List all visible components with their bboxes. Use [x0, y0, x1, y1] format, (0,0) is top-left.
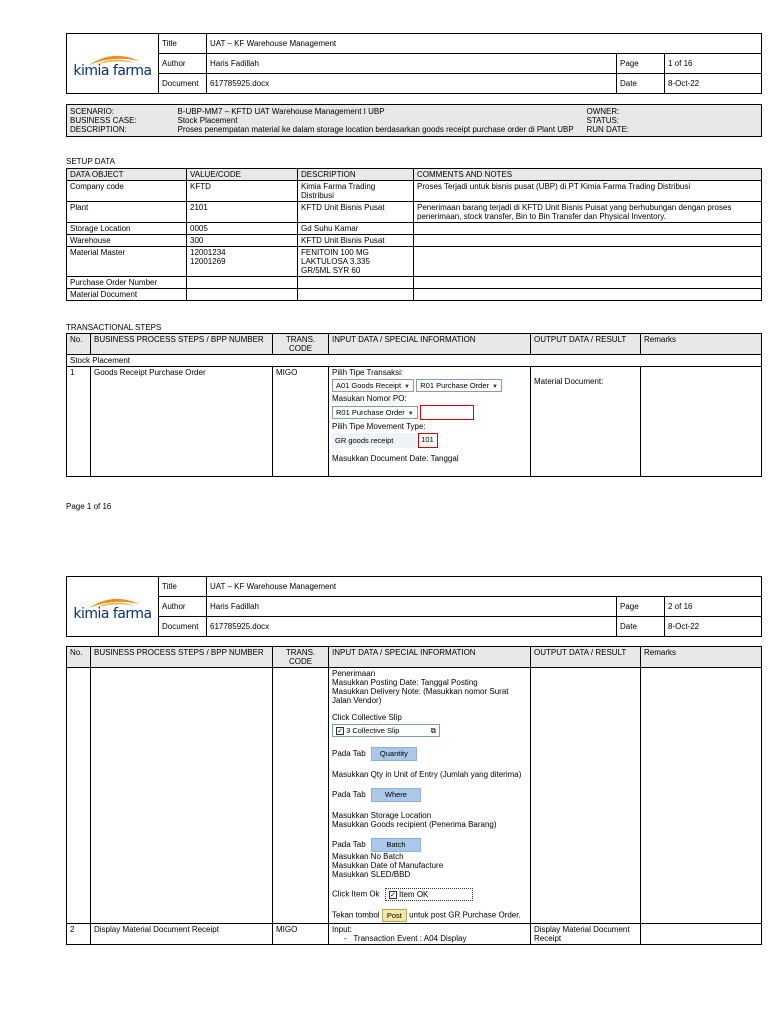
step-output: Display Material Document Receipt: [531, 924, 641, 945]
author-label: Author: [159, 54, 207, 74]
step-row-2: [67, 924, 762, 945]
setup-cell: [187, 289, 298, 301]
purchase-order-dropdown-2[interactable]: [332, 406, 418, 419]
transactional-table-p1: [66, 333, 762, 477]
batch-tab[interactable]: Batch: [371, 838, 421, 852]
setup-row: [67, 289, 762, 301]
setup-cell: Proses Terjadi untuk bisnis pusat (UBP) di PT Kimia Farma Trading Distribusi: [414, 181, 762, 202]
step-remarks: [641, 367, 762, 477]
setup-cell: KFTD: [187, 181, 298, 202]
company-logo: [67, 577, 159, 637]
setup-row: [67, 247, 762, 277]
step-no: 1: [67, 367, 91, 477]
setup-cell: [414, 277, 762, 289]
setup-cell: 12001234 12001269: [187, 247, 298, 277]
author-value: Haris Fadillah: [207, 597, 617, 617]
step-input-cell: [329, 668, 531, 924]
status-label: STATUS:: [586, 116, 620, 125]
movement-type-input[interactable]: 101: [418, 433, 438, 448]
purchase-order-dropdown-label: R01 Purchase Order: [420, 381, 490, 390]
step-trans-code: [273, 668, 329, 924]
goods-receipt-dropdown-label: A01 Goods Receipt: [336, 381, 402, 390]
input-line: Masukkan Posting Date: Tanggal Posting: [332, 678, 478, 687]
setup-cell: [298, 277, 414, 289]
page2-header-table: [66, 576, 762, 637]
author-label: Author: [159, 597, 207, 617]
setup-cell: 300: [187, 235, 298, 247]
input-line: Masukkan Delivery Note: (Masukkan nomor Surat Jalan Vendor): [332, 687, 509, 705]
scenario-label: SCENARIO:: [70, 107, 115, 116]
step-trans-code: MIGO: [273, 367, 329, 477]
setup-cell: [414, 223, 762, 235]
setup-cell: Material Document: [67, 289, 187, 301]
setup-cell: Plant: [67, 202, 187, 223]
pada-tab-text: Pada Tab: [332, 749, 366, 759]
th-output: OUTPUT DATA / RESULT: [531, 647, 641, 668]
chevron-down-icon: ▼: [492, 384, 498, 390]
setup-cell: 2101: [187, 202, 298, 223]
document-label: Document: [159, 74, 207, 94]
step-output: Material Document:: [531, 367, 641, 477]
setup-cell: FENITOIN 100 MG LAKTULOSA 3.335 GR/5ML SYR 60: [298, 247, 414, 277]
quantity-tab[interactable]: Quantity: [371, 747, 417, 761]
setup-data-title: SETUP DATA: [66, 157, 115, 166]
page-label: Page: [617, 597, 665, 617]
input-line: Masukkan SLED/BBD: [332, 870, 411, 879]
company-logo: [67, 34, 159, 94]
setup-row: [67, 235, 762, 247]
input-label: Input:: [332, 925, 353, 934]
step-bpp: Goods Receipt Purchase Order: [91, 367, 273, 477]
where-tab[interactable]: Where: [371, 788, 421, 802]
th-remarks: Remarks: [641, 334, 762, 355]
collective-slip-field[interactable]: [332, 724, 440, 737]
setup-cell: 0005: [187, 223, 298, 235]
setup-cell: Company code: [67, 181, 187, 202]
scenario-value: B-UBP-MM7 – KFTD UAT Warehouse Management I UBP: [177, 107, 385, 116]
item-ok-label: Item OK: [399, 890, 429, 899]
collective-slip-value: 3 Collective Slip: [346, 726, 400, 735]
title-value: UAT – KF Warehouse Management: [207, 34, 762, 54]
item-ok-checkbox[interactable]: [385, 888, 473, 901]
input-line: Click Collective Slip: [332, 713, 402, 722]
tekan-text: Tekan tombol: [332, 910, 380, 920]
step-bpp: [91, 668, 273, 924]
gr-goods-receipt-label: GR goods receipt: [332, 433, 416, 448]
transactional-steps-title: TRANSACTIONAL STEPS: [66, 323, 162, 332]
run-date-label: RUN DATE:: [586, 125, 630, 134]
post-after-text: untuk post GR Purchase Order.: [409, 910, 521, 920]
transactional-table-p2: [66, 646, 762, 945]
purchase-order-dropdown-label: R01 Purchase Order: [336, 408, 405, 417]
setup-cell: Material Master: [67, 247, 187, 277]
author-value: Haris Fadillah: [207, 54, 617, 74]
th-remarks: Remarks: [641, 647, 762, 668]
document-date-text: Masukkan Document Date: Tanggal: [332, 454, 459, 463]
page-footer: Page 1 of 16: [66, 502, 112, 511]
page-label: Page: [617, 54, 665, 74]
setup-row: [67, 181, 762, 202]
setup-cell: [414, 247, 762, 277]
date-value: 8-Oct-22: [665, 617, 762, 637]
setup-cell: [414, 289, 762, 301]
page-value: 2 of 16: [665, 597, 762, 617]
chevron-down-icon: ▼: [407, 411, 414, 417]
description-label: DESCRIPTION:: [70, 125, 127, 134]
title-value: UAT – KF Warehouse Management: [207, 577, 762, 597]
masukkan-po-text: Masukan Nomor PO:: [332, 394, 407, 403]
step-trans-code: MIGO: [273, 924, 329, 945]
th-bpp: BUSINESS PROCESS STEPS / BPP NUMBER: [91, 334, 273, 355]
step-remarks: [641, 668, 762, 924]
th-bpp: BUSINESS PROCESS STEPS / BPP NUMBER: [91, 647, 273, 668]
setup-cell: KFTD Unit Bisnis Pusat: [298, 202, 414, 223]
step-output: [531, 668, 641, 924]
th-input: INPUT DATA / SPECIAL INFORMATION: [329, 334, 531, 355]
post-button[interactable]: Post: [382, 909, 407, 922]
setup-row: [67, 202, 762, 223]
step-remarks: [641, 924, 762, 945]
business-case-value: Stock Placement: [177, 116, 238, 125]
section-stock-placement: Stock Placement: [67, 355, 762, 367]
th-trans: TRANS. CODE: [273, 334, 329, 355]
setup-cell: Kimia Farma Trading Distribusi: [298, 181, 414, 202]
title-label: Title: [159, 577, 207, 597]
input-line: Masukkan No Batch: [332, 852, 404, 861]
setup-data-table: [66, 168, 762, 301]
checkbox-checked-icon[interactable]: ✓: [337, 728, 343, 736]
document-value: 617785925.docx: [207, 617, 617, 637]
th-trans: TRANS. CODE: [273, 647, 329, 668]
input-line: Masukkan Storage Location: [332, 811, 432, 820]
step-no: 2: [67, 924, 91, 945]
click-item-text: Click Item Ok: [332, 889, 380, 899]
title-label: Title: [159, 34, 207, 54]
setup-header-notes: COMMENTS AND NOTES: [414, 169, 762, 181]
pilih-tipe-text: Pilih Tipe Transaksi:: [332, 368, 404, 377]
setup-row: [67, 277, 762, 289]
setup-cell: KFTD Unit Bisnis Pusat: [298, 235, 414, 247]
date-value: 8-Oct-22: [665, 74, 762, 94]
setup-cell: Purchase Order Number: [67, 277, 187, 289]
document-value: 617785925.docx: [207, 74, 617, 94]
step-input-cell: [329, 367, 531, 477]
chevron-down-icon: ▼: [404, 384, 410, 390]
po-number-input[interactable]: [420, 405, 474, 420]
step-input-cell: [329, 924, 531, 945]
input-line: Masukkan Qty in Unit of Entry (Jumlah yang diterima): [332, 770, 522, 779]
setup-cell: [414, 235, 762, 247]
step-row-1: [67, 367, 762, 477]
scenario-box: [66, 104, 762, 137]
th-input: INPUT DATA / SPECIAL INFORMATION: [329, 647, 531, 668]
setup-cell: Penerimaan barang terjadi di KFTD Unit Bisnis Puisat yang berhubungan dengan proses penerimaan, stock transfer, Bin to Bin Transfer dan Physical Inventory.: [414, 202, 762, 223]
setup-header-object: DATA OBJECT: [67, 169, 187, 181]
step-no: [67, 668, 91, 924]
description-value: Proses penempatan material ke dalam storage location berdasarkan goods receipt purchase order di Plant UBP: [177, 125, 574, 134]
setup-cell: [298, 289, 414, 301]
goods-receipt-dropdown[interactable]: [332, 379, 414, 392]
picker-icon: ⧉: [430, 726, 436, 735]
setup-row: [67, 223, 762, 235]
th-no: No.: [67, 334, 91, 355]
date-label: Date: [617, 617, 665, 637]
date-label: Date: [617, 74, 665, 94]
document-label: Document: [159, 617, 207, 637]
pada-tab-text: Pada Tab: [332, 840, 366, 850]
setup-cell: Gd Suhu Kamar: [298, 223, 414, 235]
pilih-movement-text: Pilih Tipe Movement Type:: [332, 422, 426, 431]
setup-header-value: VALUE/CODE: [187, 169, 298, 181]
logo-text: kimia farma: [73, 63, 152, 79]
th-no: No.: [67, 647, 91, 668]
th-output: OUTPUT DATA / RESULT: [531, 334, 641, 355]
setup-cell: Warehouse: [67, 235, 187, 247]
business-case-label: BUSINESS CASE:: [70, 116, 137, 125]
input-line: Masukkan Goods recipient (Penerima Barang): [332, 820, 497, 829]
input-bullet: Transaction Event : A04 Display: [353, 934, 467, 943]
checkbox-checked-icon[interactable]: ✓: [389, 891, 396, 899]
pada-tab-text: Pada Tab: [332, 790, 366, 800]
owner-label: OWNER:: [586, 107, 620, 116]
setup-header-description: DESCRIPTION: [298, 169, 414, 181]
setup-cell: [187, 277, 298, 289]
step-bpp: Display Material Document Receipt: [91, 924, 273, 945]
input-line: Masukkan Date of Manufacture: [332, 861, 444, 870]
logo-text: kimia farma: [73, 606, 152, 622]
page-value: 1 of 16: [665, 54, 762, 74]
page1-header-table: [66, 33, 762, 94]
purchase-order-dropdown[interactable]: [416, 379, 502, 392]
bullet-dash: -: [344, 934, 347, 943]
input-line: Penerimaan: [332, 669, 376, 678]
step-row-1-continued: [67, 668, 762, 924]
setup-cell: Storage Location: [67, 223, 187, 235]
